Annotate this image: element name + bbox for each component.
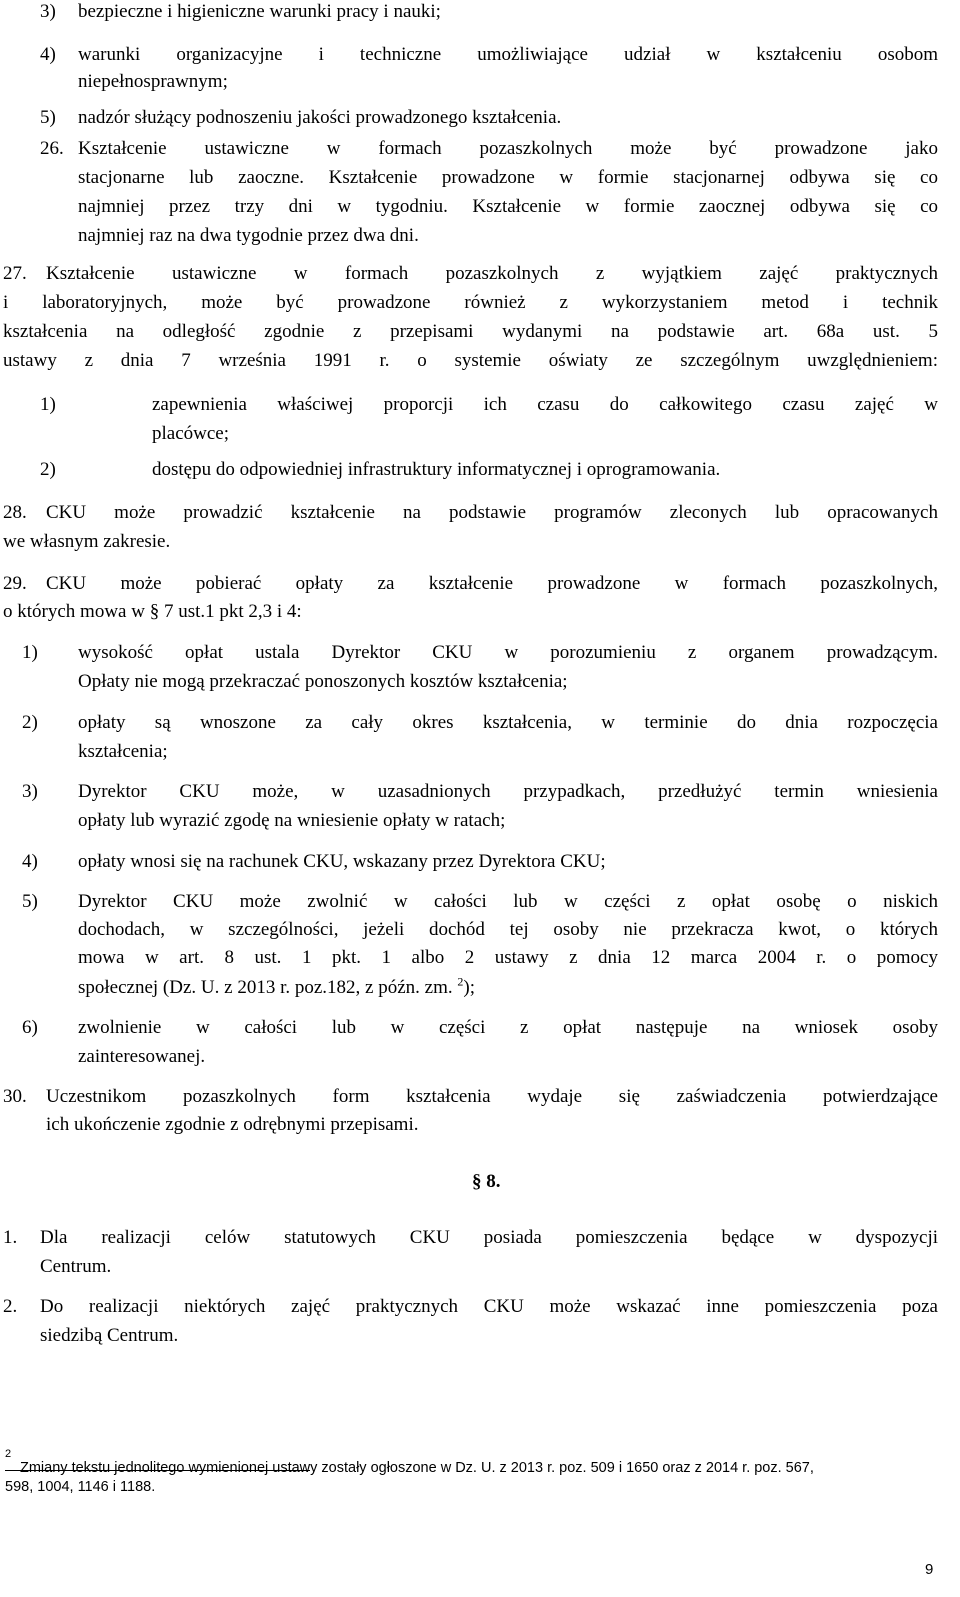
footnote-line: 598, 1004, 1146 i 1188. bbox=[5, 1479, 156, 1495]
footnote-line: Zmiany tekstu jednolitego wymienionej ustawy zostały ogłoszone w Dz. U. z 2013 r. poz. 509 i 1650 oraz z 2014 r. poz. 567, bbox=[20, 1460, 814, 1476]
list-item-text: Dyrektor CKU może, w uzasadnionych przypadkach, przedłużyć termin wniesienia bbox=[78, 781, 938, 802]
list-num: 4) bbox=[40, 44, 56, 65]
list-num: 1) bbox=[40, 394, 56, 415]
paragraph-line: CKU może prowadzić kształcenie na podstawie programów zleconych lub opracowanych bbox=[46, 502, 938, 523]
list-item-text: zapewnienia właściwej proporcji ich czasu do całkowitego czasu zajęć w bbox=[152, 394, 938, 415]
list-item-text: zwolnienie w całości lub w części z opłat następuje na wniosek osoby bbox=[78, 1017, 938, 1038]
paragraph-line: Kształcenie ustawiczne w formach pozaszkolnych może być prowadzone jako bbox=[78, 138, 938, 159]
paragraph-line: CKU może pobierać opłaty za kształcenie prowadzone w formach pozaszkolnych, bbox=[46, 573, 938, 594]
list-num: 1. bbox=[3, 1227, 18, 1248]
list-item-text: warunki organizacyjne i techniczne umożliwiające udział w kształceniu osobom bbox=[78, 44, 938, 65]
list-num: 5) bbox=[22, 891, 38, 912]
paragraph-line: ich ukończenie zgodnie z odrębnymi przepisami. bbox=[46, 1114, 419, 1135]
list-item-text: Centrum. bbox=[40, 1256, 112, 1277]
paragraph-number: 28. bbox=[3, 502, 27, 523]
list-num: 3) bbox=[22, 781, 38, 802]
list-item-text: mowa w art. 8 ust. 1 pkt. 1 albo 2 ustawy z dnia 12 marca 2004 r. o pomocy bbox=[78, 947, 938, 968]
paragraph-line: kształcenia na odległość zgodnie z przepisami wydanymi na podstawie art. 68a ust. 5 bbox=[3, 321, 938, 342]
paragraph-line: ustawy z dnia 7 września 1991 r. o systemie oświaty ze szczególnym uwzględnieniem: bbox=[3, 350, 938, 371]
list-item-text: opłaty są wnoszone za cały okres kształcenia, w terminie do dnia rozpoczęcia bbox=[78, 712, 938, 733]
section-heading: § 8. bbox=[472, 1171, 501, 1192]
paragraph-line: o których mowa w § 7 ust.1 pkt 2,3 i 4: bbox=[3, 601, 302, 622]
list-num: 3) bbox=[40, 1, 56, 22]
paragraph-number: 30. bbox=[3, 1086, 27, 1107]
list-item-text: placówce; bbox=[152, 423, 230, 444]
list-num: 2) bbox=[40, 459, 56, 480]
list-item-text: dostępu do odpowiedniej infrastruktury informatycznej i oprogramowania. bbox=[152, 459, 721, 480]
list-item-text: nadzór służący podnoszeniu jakości prowadzonego kształcenia. bbox=[78, 107, 562, 128]
paragraph-line: i laboratoryjnych, może być prowadzone również z wykorzystaniem metod i technik bbox=[3, 292, 938, 313]
paragraph-line: stacjonarne lub zaoczne. Kształcenie prowadzone w formie stacjonarnej odbywa się co bbox=[78, 167, 938, 188]
footnote-mark: 2 bbox=[5, 1448, 12, 1460]
paragraph-line: we własnym zakresie. bbox=[3, 531, 171, 552]
paragraph-number: 27. bbox=[3, 263, 27, 284]
list-num: 5) bbox=[40, 107, 56, 128]
list-num: 2) bbox=[22, 712, 38, 733]
list-num: 6) bbox=[22, 1017, 38, 1038]
footnote-ref-mark[interactable]: 2 bbox=[457, 974, 464, 989]
list-item-text: opłaty wnosi się na rachunek CKU, wskazany przez Dyrektora CKU; bbox=[78, 851, 606, 872]
list-item-text: opłaty lub wyrazić zgodę na wniesienie opłaty w ratach; bbox=[78, 810, 506, 831]
paragraph-line: najmniej przez trzy dni w tygodniu. Kształcenie w formie zaocznej odbywa się co bbox=[78, 196, 938, 217]
list-item-text bbox=[78, 976, 475, 1000]
paragraph-number: 26. bbox=[40, 138, 64, 159]
list-num: 2. bbox=[3, 1296, 18, 1317]
page-number: 9 bbox=[925, 1561, 934, 1578]
footnote-ref-text: społecznej (Dz. U. z 2013 r. poz.182, z późn. zm. bbox=[78, 977, 458, 998]
list-item-text: Dla realizacji celów statutowych CKU posiada pomieszczenia będące w dyspozycji bbox=[40, 1227, 938, 1248]
list-item-text: bezpieczne i higieniczne warunki pracy i nauki; bbox=[78, 1, 441, 22]
list-item-text: kształcenia; bbox=[78, 741, 168, 762]
footnote-ref-tail: ); bbox=[463, 977, 475, 998]
list-item-text: zainteresowanej. bbox=[78, 1046, 206, 1067]
paragraph-line: Kształcenie ustawiczne w formach pozaszkolnych z wyjątkiem zajęć praktycznych bbox=[46, 263, 938, 284]
list-item-text: Opłaty nie mogą przekraczać ponoszonych kosztów kształcenia; bbox=[78, 671, 568, 692]
paragraph-line: Uczestnikom pozaszkolnych form kształcenia wydaje się zaświadczenia potwierdzające bbox=[46, 1086, 938, 1107]
list-item-text: Dyrektor CKU może zwolnić w całości lub w części z opłat osobę o niskich bbox=[78, 891, 938, 912]
list-item-text: siedzibą Centrum. bbox=[40, 1325, 179, 1346]
list-item-text: Do realizacji niektórych zajęć praktycznych CKU może wskazać inne pomieszczenia poza bbox=[40, 1296, 938, 1317]
paragraph-line: najmniej raz na dwa tygodnie przez dwa dni. bbox=[78, 225, 419, 246]
list-item-text: wysokość opłat ustala Dyrektor CKU w porozumieniu z organem prowadzącym. bbox=[78, 642, 938, 663]
paragraph-number: 29. bbox=[3, 573, 27, 594]
list-num: 1) bbox=[22, 642, 38, 663]
list-item-text: dochodach, w szczególności, jeżeli dochód tej osoby nie przekracza kwot, o których bbox=[78, 919, 938, 940]
list-item-text: niepełnosprawnym; bbox=[78, 71, 228, 92]
list-num: 4) bbox=[22, 851, 38, 872]
